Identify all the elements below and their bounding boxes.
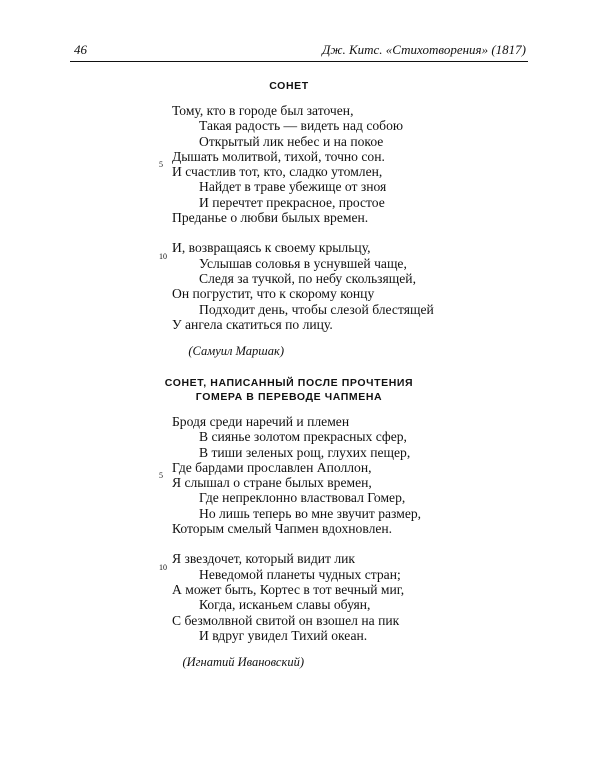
verse-text: Открытый лик небес и на покое — [199, 133, 384, 149]
verse-text: Следя за тучкой, по небу скользящей, — [199, 270, 416, 286]
verse-text: Услышав соловья в уснувшей чаще, — [199, 255, 407, 271]
verse-line — [199, 118, 600, 133]
verse-text: И счастлив тот, кто, сладко утомлен, — [172, 164, 383, 180]
stanza — [0, 414, 600, 536]
stanza — [0, 551, 600, 643]
verse-line — [199, 445, 600, 460]
line-number: 10 — [159, 251, 167, 261]
stanza — [0, 240, 600, 332]
verse-text: А может быть, Кортес в тот вечный миг, — [172, 581, 405, 597]
verse-line — [199, 271, 600, 286]
verse-text: И, возвращаясь к своему крыльцу, — [172, 240, 371, 256]
verse-line — [199, 597, 600, 612]
running-head: Дж. Китс. «Стихотворения» (1817) — [322, 42, 526, 57]
verse-line — [172, 286, 600, 301]
verse-line — [199, 490, 600, 505]
verse-line — [172, 521, 600, 536]
verse-line — [172, 149, 600, 164]
verse-line — [199, 195, 600, 210]
verse-text: Где непреклонно властвовал Гомер, — [199, 490, 406, 506]
verse-line — [172, 240, 600, 255]
poem-title-line: СОНЕТ, НАПИСАННЫЙ ПОСЛЕ ПРОЧТЕНИЯ — [164, 377, 414, 389]
verse-text: Найдет в траве убежище от зноя — [199, 179, 387, 195]
page-header — [0, 0, 600, 70]
verse-line — [199, 302, 600, 317]
poem-sonnet-chapman-homer — [0, 376, 600, 670]
verse-text: В сиянье золотом прекрасных сфер, — [199, 429, 407, 445]
verse-text: С безмолвной свитой он взошел на пик — [172, 612, 400, 628]
verse-text: И перечтет прекрасное, простое — [199, 194, 385, 210]
stanza — [0, 103, 600, 225]
verse-text: Бродя среди наречий и племен — [172, 414, 350, 429]
verse-text: Я слышал о стране былых времен, — [172, 475, 372, 491]
page-number: 46 — [74, 42, 87, 57]
verse-line — [172, 317, 600, 332]
verse-text: Подходит день, чтобы слезой блестящей — [199, 301, 434, 317]
verse-text: Но лишь теперь во мне звучит размер, — [199, 505, 422, 521]
verse-text: Тому, кто в городе был заточен, — [172, 103, 354, 118]
verse-text: И вдруг увидел Тихий океан. — [199, 627, 368, 643]
verse-line — [199, 179, 600, 194]
verse-line — [199, 429, 600, 444]
translator-attribution: (Игнатий Ивановский) — [182, 655, 304, 670]
verse-line — [159, 160, 600, 180]
poem-title-line: СОНЕТ — [269, 80, 309, 92]
verse-line — [159, 471, 600, 491]
verse-text: В тиши зеленых рощ, глухих пещер, — [199, 444, 411, 460]
line-number: 10 — [159, 562, 167, 572]
poem-sonnet — [0, 79, 600, 359]
verse-line — [199, 506, 600, 521]
verse-line — [172, 582, 600, 597]
verse-line — [172, 414, 600, 429]
verse-text: Дышать молитвой, тихой, точно сон. — [172, 148, 385, 164]
verse-text: Которым смелый Чапмен вдохновлен. — [172, 521, 393, 537]
verse-line — [199, 134, 600, 149]
verse-text: Такая радость — видеть над собою — [199, 118, 404, 134]
verse-line — [159, 562, 600, 582]
poem-title-line: ГОМЕРА В ПЕРЕВОДЕ ЧАПМЕНА — [195, 391, 383, 403]
verse-text: Где бардами прославлен Аполлон, — [172, 459, 372, 475]
verse-text: У ангела скатиться по лицу. — [172, 316, 333, 332]
verse-line — [172, 103, 600, 118]
translator-attribution: (Самуил Маршак) — [188, 344, 284, 359]
verse-text: Когда, исканьем славы обуян, — [199, 597, 371, 613]
verse-text: Неведомой планеты чудных стран; — [199, 566, 401, 582]
verse-text: Преданье о любви былых времен. — [172, 210, 369, 226]
verse-line — [172, 613, 600, 628]
verse-text: Я звездочет, который видит лик — [172, 551, 356, 567]
verse-line — [159, 251, 600, 271]
verse-text: Он погрустит, что к скорому концу — [172, 286, 375, 302]
verse-line — [199, 628, 600, 643]
verse-line — [172, 210, 600, 225]
verse-line — [172, 460, 600, 475]
line-number: 5 — [159, 160, 163, 170]
header-rule — [70, 61, 528, 62]
verse-line — [172, 551, 600, 566]
line-number: 5 — [159, 471, 163, 481]
